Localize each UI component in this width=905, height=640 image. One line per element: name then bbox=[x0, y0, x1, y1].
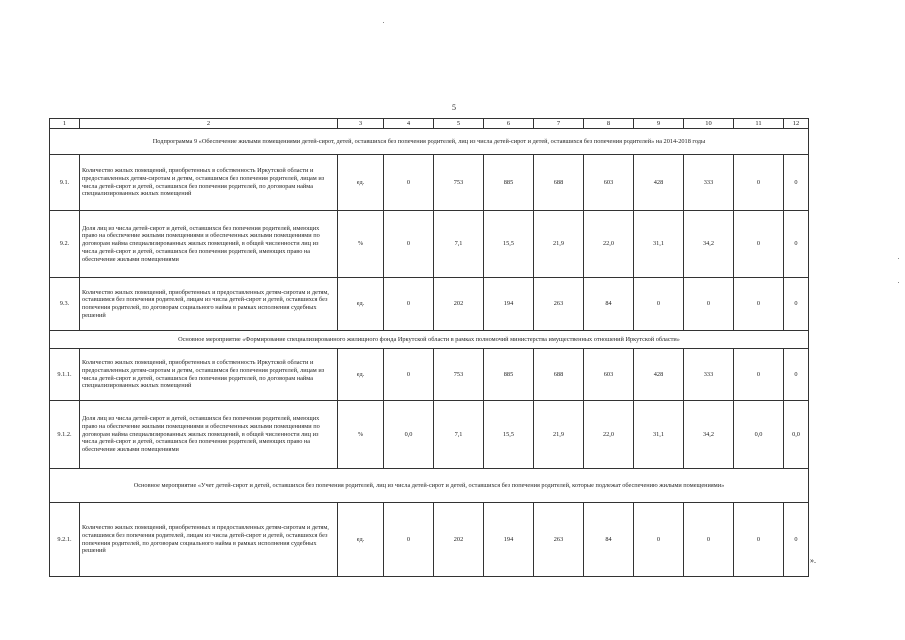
value-cell: 22,0 bbox=[584, 211, 634, 278]
value-cell: 0 bbox=[384, 155, 434, 211]
value-cell: 194 bbox=[484, 278, 534, 331]
table-row bbox=[50, 211, 809, 278]
value-cell: 885 bbox=[484, 155, 534, 211]
table-row bbox=[50, 155, 809, 211]
value-cell: 21,9 bbox=[534, 211, 584, 278]
value-cell: 333 bbox=[684, 155, 734, 211]
unit-cell: ед. bbox=[338, 503, 384, 577]
value-cell: 84 bbox=[584, 503, 634, 577]
value-cell: 0 bbox=[734, 349, 784, 401]
value-cell: 34,2 bbox=[684, 211, 734, 278]
value-cell: 84 bbox=[584, 278, 634, 331]
unit-cell: % bbox=[338, 211, 384, 278]
closing-quote-mark: ». bbox=[810, 556, 816, 565]
value-cell: 202 bbox=[434, 503, 484, 577]
value-cell: 428 bbox=[634, 349, 684, 401]
value-cell: 7,1 bbox=[434, 401, 484, 469]
column-number-row bbox=[50, 119, 809, 129]
value-cell: 0 bbox=[734, 211, 784, 278]
page-number: 5 bbox=[452, 103, 456, 112]
indicator-description: Количество жилых помещений, приобретенных в собственность Иркутской области и предоставленных детям-сиротам и детям, оставшимся без попечения родителей, лицам из числа детей-сирот и детей, оставшихся без попечения родителей, по договорам найма специализированных жилых помещений bbox=[80, 349, 338, 401]
row-number: 9.2. bbox=[50, 211, 80, 278]
column-header: 5 bbox=[434, 119, 484, 129]
value-cell: 0 bbox=[384, 503, 434, 577]
value-cell: 753 bbox=[434, 349, 484, 401]
value-cell: 0 bbox=[684, 278, 734, 331]
column-header: 12 bbox=[784, 119, 809, 129]
value-cell: 0,0 bbox=[384, 401, 434, 469]
value-cell: 31,1 bbox=[634, 401, 684, 469]
column-header: 9 bbox=[634, 119, 684, 129]
table-row bbox=[50, 401, 809, 469]
section-title: Подпрограмма 9 «Обеспечение жилыми помещениями детей-сирот, детей, оставшихся без попечения родителей, лиц из числа детей-сирот и детей, оставшихся без попечения родителей» на 2014-2018 годы bbox=[50, 129, 809, 155]
value-cell: 0 bbox=[784, 349, 809, 401]
value-cell: 0 bbox=[634, 278, 684, 331]
value-cell: 603 bbox=[584, 349, 634, 401]
value-cell: 34,2 bbox=[684, 401, 734, 469]
table-row bbox=[50, 349, 809, 401]
value-cell: 428 bbox=[634, 155, 684, 211]
table-row bbox=[50, 278, 809, 331]
value-cell: 0 bbox=[384, 211, 434, 278]
value-cell: 263 bbox=[534, 503, 584, 577]
value-cell: 7,1 bbox=[434, 211, 484, 278]
value-cell: 0 bbox=[384, 278, 434, 331]
section-title-row bbox=[50, 331, 809, 349]
value-cell: 15,5 bbox=[484, 401, 534, 469]
value-cell: 603 bbox=[584, 155, 634, 211]
indicator-description: Количество жилых помещений, приобретенных в собственность Иркутской области и предоставленных детям-сиротам и детям, оставшимся без попечения родителей, лицам из числа детей-сирот и детей, оставшихся без попечения родителей, по договорам найма специализированных жилых помещений bbox=[80, 155, 338, 211]
column-header: 10 bbox=[684, 119, 734, 129]
indicator-description: Количество жилых помещений, приобретенных и предоставленных детям-сиротам и детям, оставшимся без попечения родителей, лицам из числа детей-сирот и детей, оставшихся без попечения родителей, по договорам социального найма в рамках исполнения судебных решений bbox=[80, 278, 338, 331]
value-cell: 0 bbox=[784, 211, 809, 278]
column-header: 8 bbox=[584, 119, 634, 129]
unit-cell: ед. bbox=[338, 349, 384, 401]
value-cell: 688 bbox=[534, 155, 584, 211]
indicator-table bbox=[49, 118, 809, 577]
value-cell: 202 bbox=[434, 278, 484, 331]
column-header: 4 bbox=[384, 119, 434, 129]
indicator-description: Количество жилых помещений, приобретенных и предоставленных детям-сиротам и детям, оставшимся без попечения родителей, лицам из числа детей-сирот и детей, оставшихся без попечения родителей, по договорам социального найма в рамках исполнения судебных решений bbox=[80, 503, 338, 577]
unit-cell: % bbox=[338, 401, 384, 469]
value-cell: 194 bbox=[484, 503, 534, 577]
value-cell: 688 bbox=[534, 349, 584, 401]
section-title: Основное мероприятие «Формирование специализированного жилищного фонда Иркутской области в рамках полномочий министерства имущественных отношений Иркутской области» bbox=[50, 331, 809, 349]
indicator-description: Доля лиц из числа детей-сирот и детей, оставшихся без попечения родителей, имеющих право на обеспечение жилыми помещениями и обеспеченных жилыми помещениями по договорам найма специализированных жилых помещений, в общей численности лиц из числа детей-сирот и детей, оставшихся без попечения родителей, имеющих право на обеспечение жилыми помещениями bbox=[80, 401, 338, 469]
column-header: 2 bbox=[80, 119, 338, 129]
column-header: 1 bbox=[50, 119, 80, 129]
value-cell: 0 bbox=[634, 503, 684, 577]
value-cell: 0,0 bbox=[784, 401, 809, 469]
section-title-row bbox=[50, 469, 809, 503]
row-number: 9.2.1. bbox=[50, 503, 80, 577]
value-cell: 263 bbox=[534, 278, 584, 331]
section-title-row bbox=[50, 129, 809, 155]
value-cell: 21,9 bbox=[534, 401, 584, 469]
value-cell: 15,5 bbox=[484, 211, 534, 278]
unit-cell: ед. bbox=[338, 155, 384, 211]
column-header: 7 bbox=[534, 119, 584, 129]
indicator-description: Доля лиц из числа детей-сирот и детей, оставшихся без попечения родителей, имеющих право на обеспечение жилыми помещениями и обеспеченных жилыми помещениями по договорам найма специализированных жилых помещений, в общей численности лиц из числа детей-сирот и детей, оставшихся без попечения родителей, имеющих право на обеспечение жилыми помещениями bbox=[80, 211, 338, 278]
value-cell: 0 bbox=[784, 278, 809, 331]
value-cell: 0,0 bbox=[734, 401, 784, 469]
column-header: 11 bbox=[734, 119, 784, 129]
value-cell: 753 bbox=[434, 155, 484, 211]
value-cell: 22,0 bbox=[584, 401, 634, 469]
value-cell: 0 bbox=[734, 503, 784, 577]
row-number: 9.1.1. bbox=[50, 349, 80, 401]
column-header: 6 bbox=[484, 119, 534, 129]
row-number: 9.1.2. bbox=[50, 401, 80, 469]
value-cell: 0 bbox=[784, 155, 809, 211]
value-cell: 0 bbox=[684, 503, 734, 577]
column-header: 3 bbox=[338, 119, 384, 129]
value-cell: 0 bbox=[734, 155, 784, 211]
unit-cell: ед. bbox=[338, 278, 384, 331]
row-number: 9.1. bbox=[50, 155, 80, 211]
section-title: Основное мероприятие «Учет детей-сирот и детей, оставшихся без попечения родителей, лиц из числа детей-сирот и детей, оставшихся без попечения родителей, которые подлежат обеспечению жилыми помещениями» bbox=[50, 469, 809, 503]
value-cell: 885 bbox=[484, 349, 534, 401]
table-row bbox=[50, 503, 809, 577]
value-cell: 0 bbox=[384, 349, 434, 401]
value-cell: 0 bbox=[784, 503, 809, 577]
value-cell: 31,1 bbox=[634, 211, 684, 278]
row-number: 9.3. bbox=[50, 278, 80, 331]
value-cell: 333 bbox=[684, 349, 734, 401]
value-cell: 0 bbox=[734, 278, 784, 331]
